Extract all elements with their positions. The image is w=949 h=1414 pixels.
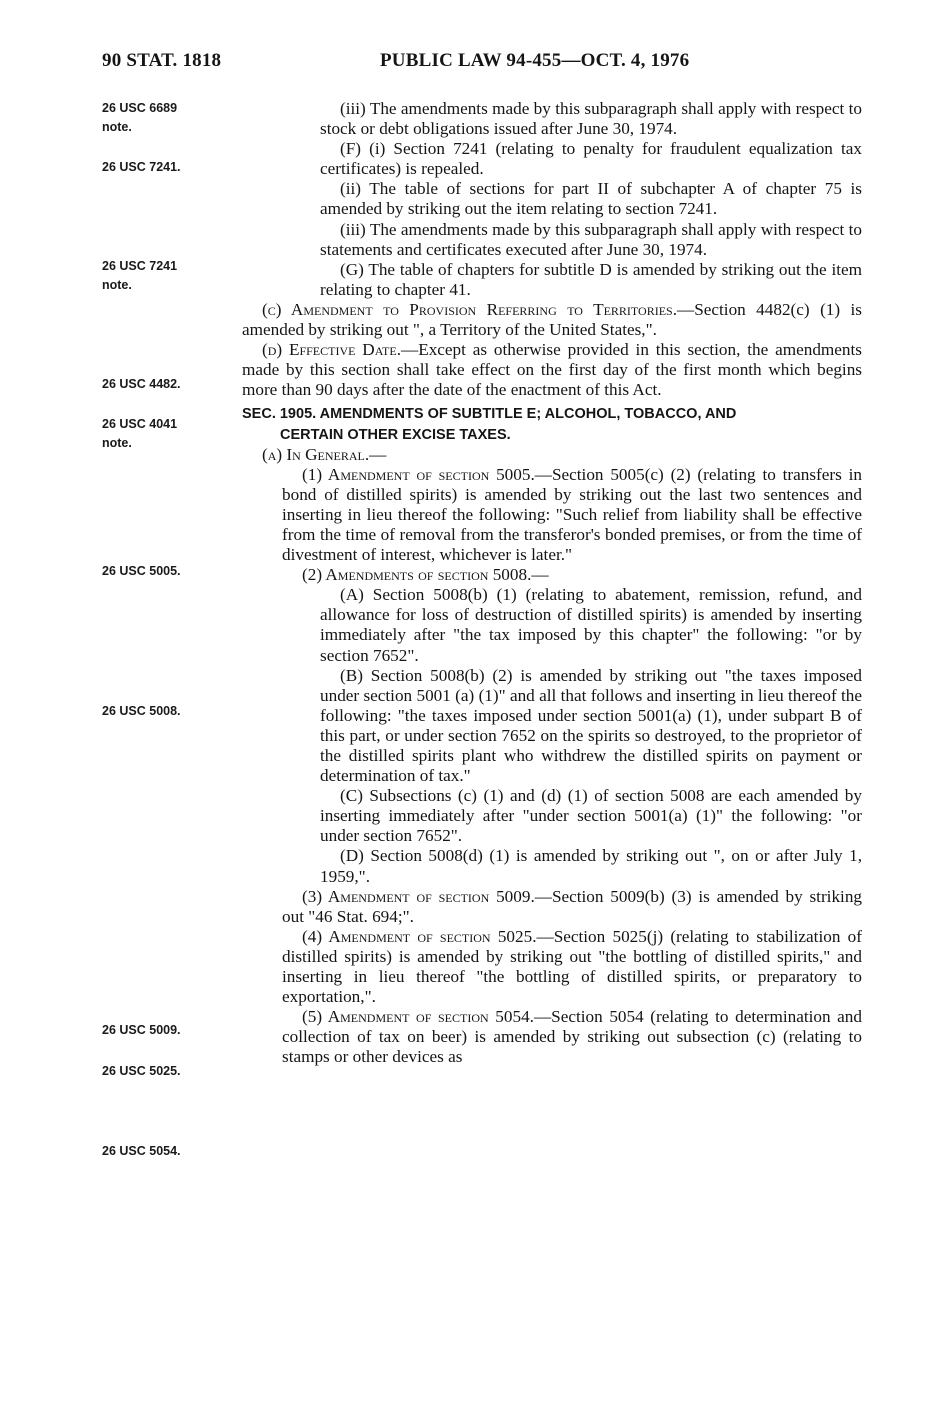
paragraph: (A) Section 5008(b) (1) (relating to abatement, remission, refund, and allowance for loss of destruction of distilled spirits) is amended by inserting immediately after "the tax imposed by this chapter" the following: "or by section 7652". xyxy=(320,585,862,665)
margin-note: 26 USC 4041 note. xyxy=(102,417,178,450)
margin-note: 26 USC 7241. xyxy=(102,160,181,174)
paragraph xyxy=(242,465,862,565)
margin-note: 26 USC 5005. xyxy=(102,564,181,578)
paragraph-heading: (4) Amendment of section 5025. xyxy=(302,926,537,946)
paragraph-heading: (c) Amendment to Provision Referring to Territories. xyxy=(262,299,678,319)
paragraph: (iii) The amendments made by this subparagraph shall apply with respect to stock or debt obligations issued after June 30, 1974. xyxy=(320,99,862,139)
paragraph: (D) Section 5008(d) (1) is amended by striking out ", on or after July 1, 1959,". xyxy=(320,846,862,886)
margin-note: 26 USC 4482. xyxy=(102,377,181,391)
paragraph-body: —Section 5009(b) (3) is amended by striking out "46 Stat. 694;". xyxy=(282,886,863,926)
section-heading-line: CERTAIN OTHER EXCISE TAXES. xyxy=(280,426,511,443)
paragraph-heading: (1) Amendment of section 5005. xyxy=(302,464,535,484)
paragraph-body: —Section 5025(j) (relating to stabilization of distilled spirits) is amended by striking out "the bottling of distilled spirits," and inserting in lieu thereof "the bottling of distilled spirits, or preparatory to exportation,". xyxy=(282,926,862,1007)
paragraph xyxy=(242,300,862,340)
paragraph-heading: (3) Amendment of section 5009. xyxy=(302,886,535,906)
paragraph: (ii) The table of sections for part II of subchapter A of chapter 75 is amended by striking out the item relating to section 7241. xyxy=(320,179,862,219)
paragraph-body: —Section 4482(c) (1) is amended by striking out ", a Territory of the United States,". xyxy=(242,299,862,340)
paragraph-body: —Except as otherwise provided in this section, the amendments made by this section shall take effect on the first day of the first month which begins more than 90 days after the date of the enactment of this Act. xyxy=(242,340,862,400)
margin-note: 26 USC 5025. xyxy=(102,1064,181,1078)
paragraph xyxy=(242,927,862,1007)
margin-note: 26 USC 5008. xyxy=(102,704,181,718)
paragraph-heading: (d) Effective Date. xyxy=(262,340,402,360)
paragraph: (2) Amendments of section 5008.— xyxy=(302,565,549,585)
paragraph xyxy=(242,887,862,927)
paragraph-body: —Section 5005(c) (2) (relating to transfers in bond of distilled spirits) is amended by striking out the last two sentences and inserting in lieu thereof the following: "Such relief from liability shall be effective from the time of removal from the transferor's bonded premises, or from the time of divestment of interest, whichever is later." xyxy=(282,464,862,565)
paragraph: (a) In General.— xyxy=(262,444,387,464)
paragraph: (F) (i) Section 7241 (relating to penalty for fraudulent equalization tax certificates) is repealed. xyxy=(320,139,862,179)
statute-text xyxy=(242,99,862,1068)
law-title: PUBLIC LAW 94-455—OCT. 4, 1976 xyxy=(380,50,690,71)
paragraph xyxy=(242,1007,862,1067)
paragraph: (iii) The amendments made by this subparagraph shall apply with respect to statements and certificates executed after June 30, 1974. xyxy=(320,219,862,259)
paragraph: (C) Subsections (c) (1) and (d) (1) of section 5008 are each amended by inserting immediately after "under section 5001(a) (1)" the following: "or under section 7652". xyxy=(320,786,862,846)
section-heading-line: SEC. 1905. AMENDMENTS OF SUBTITLE E; ALCOHOL, TOBACCO, AND xyxy=(242,406,737,423)
stat-page-number: 90 STAT. 1818 xyxy=(102,50,222,71)
paragraph: (G) The table of chapters for subtitle D is amended by striking out the item relating to chapter 41. xyxy=(320,259,862,299)
margin-note: 26 USC 5009. xyxy=(102,1023,181,1037)
margin-note: 26 USC 5054. xyxy=(102,1144,181,1158)
paragraph: (B) Section 5008(b) (2) is amended by striking out "the taxes imposed under section 5001 (a) (1)" and all that follows and inserting in lieu thereof the following: "the taxes imposed under section 5001(a) (1), under subpart B of this part, or under section 7652 on the spirits so destroyed, to the proprietor of the distilled spirits plant who withdrew the distilled spirits on payment or determination of tax." xyxy=(320,665,862,786)
paragraph-body: —Section 5054 (relating to determination and collection of tax on beer) is amended by striking out subsection (c) (relating to stamps or other devices as xyxy=(282,1007,862,1067)
margin-note: 26 USC 7241 note. xyxy=(102,259,178,292)
section-heading xyxy=(242,404,862,444)
paragraph-heading: (5) Amendment of section 5054. xyxy=(302,1007,534,1027)
paragraph xyxy=(242,340,862,400)
margin-note: 26 USC 6689 note. xyxy=(102,101,178,134)
